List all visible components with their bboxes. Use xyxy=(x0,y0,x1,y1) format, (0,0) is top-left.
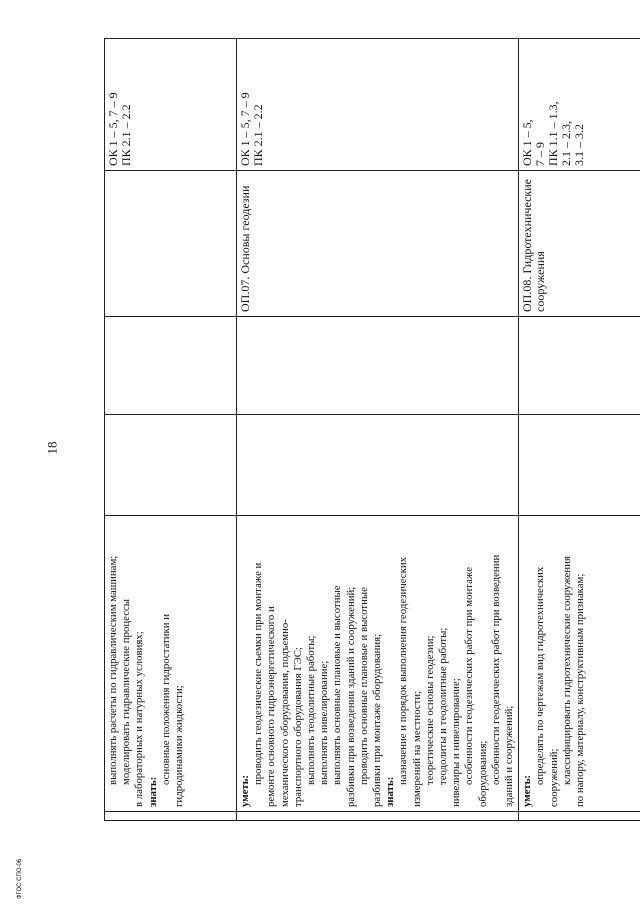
requirement-line: оборудования; xyxy=(476,740,489,807)
competency-code: 2.1 – 2.3, xyxy=(559,121,574,166)
requirements-cell xyxy=(237,516,519,812)
index-cell xyxy=(519,812,640,821)
table-row xyxy=(105,39,237,821)
requirement-line: выполнять теодолитные работы; xyxy=(305,635,318,785)
requirement-line: механического оборудования, подъемно- xyxy=(278,619,291,807)
requirement-line: измерений на местности; xyxy=(410,690,423,807)
rotated-document xyxy=(104,41,587,821)
discipline-cell: ОП.08. Гидротехнические сооружения xyxy=(519,171,640,317)
table-row xyxy=(519,39,640,821)
requirement-line: проводить основные плановые и высотные xyxy=(357,587,370,785)
table-row xyxy=(237,39,519,821)
requirement-line: ремонте основного гидроэнергетического и xyxy=(265,606,278,807)
requirement-line: знать: xyxy=(384,776,397,807)
requirement-line: теодолиты и теодолитные работы; xyxy=(437,627,450,785)
competency-codes-cell xyxy=(519,39,640,171)
requirement-line: сооружений; xyxy=(547,748,560,807)
requirement-line: нивелиры и нивелирование; xyxy=(450,678,463,807)
competency-code: ПК 2.1 – 2.2 xyxy=(251,104,265,166)
requirement-line: по напору, материалу, конструктивным признакам; xyxy=(574,573,587,807)
requirement-line: разбивки при монтаже оборудования; xyxy=(371,633,384,807)
requirements-cell xyxy=(105,516,237,812)
competency-code: ПК 2.1 – 2.2 xyxy=(119,104,133,166)
page-number: 18 xyxy=(44,441,60,455)
hours-cell xyxy=(237,415,519,516)
requirement-line: в лабораторных и натурных условиях; xyxy=(133,631,146,807)
requirement-line: основные положения гидростатики и xyxy=(159,613,172,785)
requirement-line: знать: xyxy=(146,776,159,807)
hours-cell xyxy=(105,415,237,516)
requirement-line: уметь: xyxy=(521,774,534,807)
competency-code: 7 – 9 xyxy=(533,142,548,166)
competency-code: ОК 1 – 5, 7 – 9 xyxy=(238,92,252,166)
competency-codes-cell xyxy=(237,39,519,171)
requirement-line: уметь: xyxy=(239,774,251,807)
competency-code: 3.1 – 3.2 xyxy=(572,124,587,166)
requirement-line: транспортного оборудования ГЭС; xyxy=(291,647,304,807)
index-cell xyxy=(105,812,237,821)
requirements-cell xyxy=(519,516,640,812)
requirement-line: определять по чертежам вид гидротехнических xyxy=(534,566,547,785)
hours-total-cell xyxy=(237,317,519,415)
hours-cell xyxy=(519,415,640,516)
discipline-cell xyxy=(105,171,237,317)
index-cell xyxy=(237,812,519,821)
requirement-line: моделировать гидравлические процессы xyxy=(120,598,133,785)
requirement-line: особенности геодезических работ при возведении xyxy=(489,554,502,785)
requirement-line: разбивки при возведении зданий и сооружений; xyxy=(344,586,357,807)
requirement-line: назначение и порядок выполнения геодезических xyxy=(397,557,410,785)
requirement-line: особенности геодезических работ при монтаже xyxy=(463,566,476,785)
competency-code: ОК 1 – 5, 7 – 9 xyxy=(106,92,120,166)
requirement-line: зданий и сооружений; xyxy=(503,705,516,807)
discipline-cell: ОП.07. Основы геодезии xyxy=(237,171,519,317)
competency-codes-cell xyxy=(105,39,237,171)
requirement-line: проводить геодезические съемки при монтаже и xyxy=(252,562,265,785)
competency-code: ПК 1.1 – 1.3, xyxy=(546,101,561,166)
hours-total-cell xyxy=(519,317,640,415)
requirement-line: выполнять основные плановые и высотные xyxy=(331,585,344,785)
requirement-line: гидродинамики жидкости; xyxy=(173,685,186,807)
requirement-line: теоретические основы геодезии; xyxy=(423,635,436,785)
footer-code: ФГОС СПО-06 xyxy=(17,858,23,899)
competency-table xyxy=(104,38,640,821)
hours-total-cell xyxy=(105,317,237,415)
requirement-line: классифицировать гидротехнические сооружения xyxy=(560,556,573,785)
requirement-line: выполнять расчеты по гидравлическим машинам; xyxy=(107,555,119,785)
competency-code: ОК 1 – 5, xyxy=(520,119,535,166)
requirement-line: выполнять нивелирование; xyxy=(318,660,331,785)
